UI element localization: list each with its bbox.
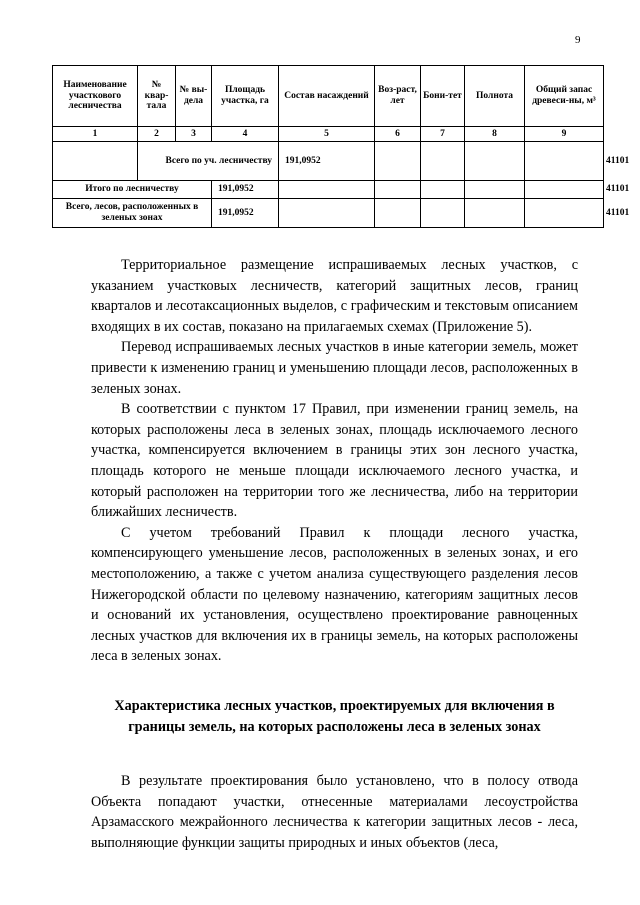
table-cell-empty	[53, 142, 138, 181]
header-quarter: № квар-тала	[138, 66, 176, 127]
column-number: 8	[465, 127, 525, 142]
table-cell-empty	[525, 181, 604, 199]
header-forestry-name: Наименование участкового лесничества	[53, 66, 138, 127]
column-number: 2	[138, 127, 176, 142]
header-density: Полнота	[465, 66, 525, 127]
column-number: 9	[525, 127, 604, 142]
column-number: 3	[176, 127, 212, 142]
body-text-continued	[91, 771, 578, 853]
column-number: 6	[375, 127, 421, 142]
body-text	[91, 255, 578, 667]
header-composition: Состав насаждений	[279, 66, 375, 127]
column-number: 5	[279, 127, 375, 142]
row-label: Итого по лесничеству	[53, 181, 212, 199]
table-cell-empty	[279, 199, 375, 228]
paragraph: Территориальное размещение испрашиваемых лесных участков, с указанием участковых лесничеств, категорий защитных лесов, границ кварталов и лесотаксационных выделов, с графическим и текстовым описанием входящих в их состав, показано на прилагаемых схемах (Приложение 5).	[91, 257, 578, 335]
paragraph: В соответствии с пунктом 17 Правил, при изменении границ земель, на которых расположены леса в зеленых зонах, площадь исключаемого лесного участка, компенсируется включением в границы этих зон лесного участка, площадь которого не меньше площади исключаемого лесного участка, и который расположен на территории того же лесничества, либо на территории ближайших лесничеств.	[91, 401, 578, 521]
table-cell-empty	[465, 199, 525, 228]
header-bonitet: Бони-тет	[421, 66, 465, 127]
table-cell-empty	[465, 181, 525, 199]
table-cell-empty	[525, 199, 604, 228]
row-area: 191,0952	[212, 181, 279, 199]
section-heading: Характеристика лесных участков, проектируемых для включения в границы земель, на которых расположены леса в зеленых зонах	[114, 698, 555, 735]
table-cell-empty	[421, 181, 465, 199]
table-cell-empty	[375, 181, 421, 199]
table-cell-empty	[279, 181, 375, 199]
header-allotment: № вы-дела	[176, 66, 212, 127]
table-cell-empty	[465, 142, 525, 181]
header-age: Воз-раст, лет	[375, 66, 421, 127]
table-row: Итого по лесничеству 191,0952 41101	[53, 181, 604, 199]
table-row: Всего, лесов, расположенных в зеленых зонах 191,0952 41101	[53, 199, 604, 228]
table-row: Всего по уч. лесничеству 191,0952 41101	[53, 142, 604, 181]
table-cell-empty	[375, 199, 421, 228]
header-area: Площадь участка, га	[212, 66, 279, 127]
row-label: Всего, лесов, расположенных в зеленых зонах	[53, 199, 212, 228]
row-area: 191,0952	[279, 142, 375, 181]
paragraph: Перевод испрашиваемых лесных участков в иные категории земель, может привести к изменению границ и уменьшению площади лесов, расположенных в зеленых зонах.	[91, 339, 578, 397]
table-cell-empty	[421, 199, 465, 228]
column-number: 4	[212, 127, 279, 142]
table-cell-empty	[525, 142, 604, 181]
row-label: Всего по уч. лесничеству	[138, 142, 279, 181]
page-number: 9	[575, 34, 581, 46]
header-volume: Общий запас древеси-ны, м³	[525, 66, 604, 127]
column-number: 1	[53, 127, 138, 142]
table-cell-empty	[375, 142, 421, 181]
column-number: 7	[421, 127, 465, 142]
row-area: 191,0952	[212, 199, 279, 228]
table-column-numbers-row	[53, 127, 604, 142]
paragraph: В результате проектирования было установлено, что в полосу отвода Объекта попадают участки, отнесенные материалами лесоустройства Арзамасского межрайонного лесничества к категории защитных лесов - леса, выполняющие функции защиты природных и иных объектов (леса,	[91, 773, 578, 851]
table-cell-empty	[421, 142, 465, 181]
table-header-row	[53, 66, 604, 127]
forest-plots-table	[52, 65, 630, 228]
paragraph: С учетом требований Правил к площади лесного участка, компенсирующего уменьшение лесов, расположенных в зеленых зонах, и его местоположению, а также с учетом анализа существующего разделения лесов Нижегородской области по целевому назначению, категориям защитных лесов и оснований их установления, осуществлено проектирование равноценных лесных участков для включения их в границы земель, на которых расположены леса в зеленых зонах.	[91, 524, 578, 665]
